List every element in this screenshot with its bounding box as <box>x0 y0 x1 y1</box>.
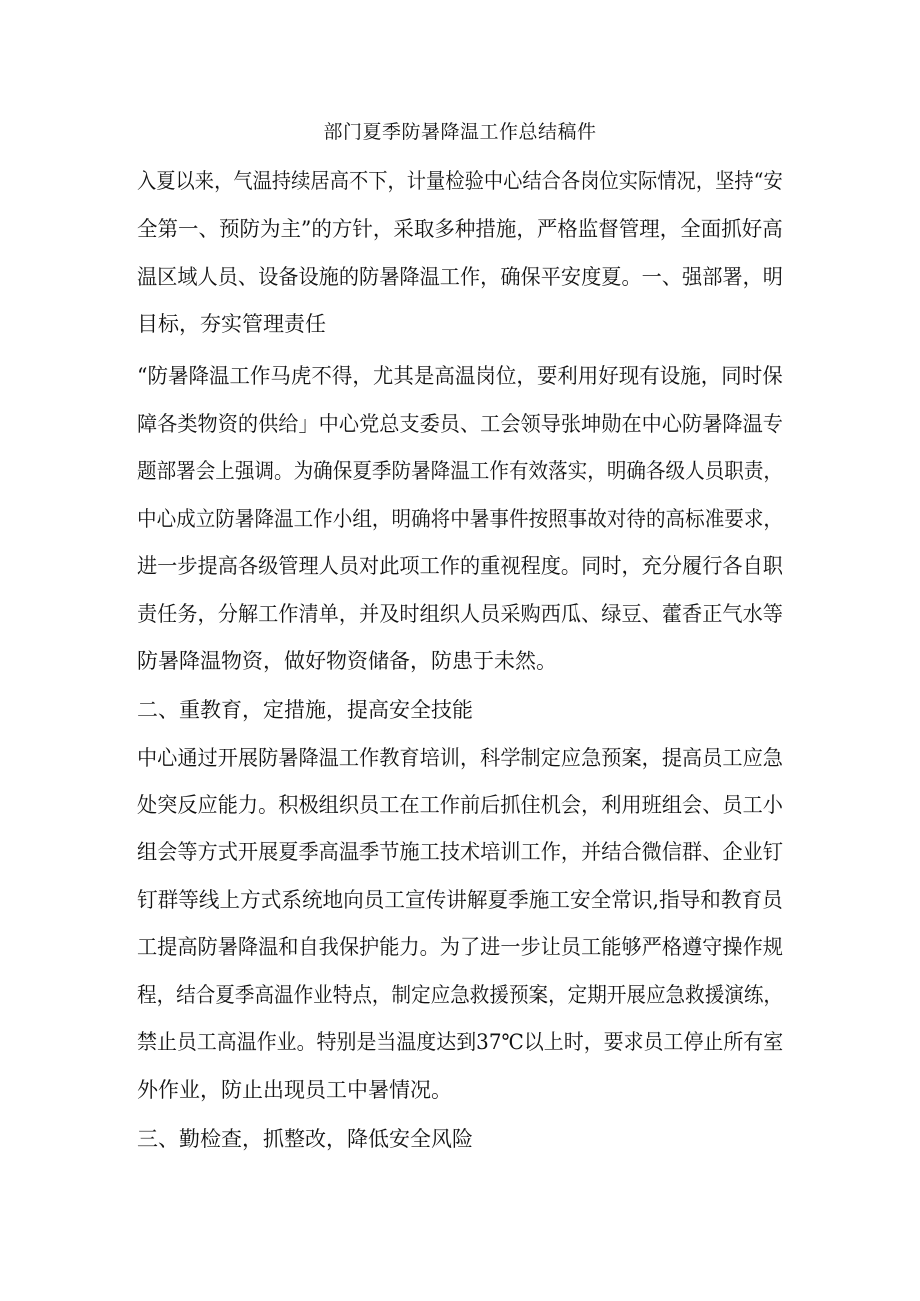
text-line: 全第一、预防为主”的方针，采取多种措施，严格监督管理，全面抓好高 <box>137 217 783 241</box>
text-line: 中心成立防暑降温工作小组，明确将中暑事件按照事故对待的高标准要求， <box>137 507 784 531</box>
text-line: 目标，夯实管理责任 <box>137 312 326 336</box>
text-line: “防暑降温工作马虎不得，尤其是高温岗位，要利用好现有设施，同时保 <box>137 364 783 388</box>
document-title: 部门夏季防暑降温工作总结稿件 <box>323 121 597 143</box>
text-line: 程，结合夏季高温作业特点，制定应急救援预案，定期开展应急救援演练， <box>137 983 784 1007</box>
text-line: 责任务，分解工作清单，并及时组织人员采购西瓜、绿豆、藿香正气水等 <box>137 602 783 626</box>
text-line: 工提高防暑降温和自我保护能力。为了进一步让员工能够严格遵守操作规 <box>137 935 783 959</box>
section-heading: 三、勤检查，抓整改，降低安全风险 <box>137 1127 473 1151</box>
text-line: 障各类物资的供给」中心党总支委员、工会领导张坤勋在中心防暑降温专 <box>137 412 783 436</box>
text-line: 题部署会上强调。为确保夏季防暑降温工作有效落实，明确各级人员职责， <box>137 459 784 483</box>
text-line: 中心通过开展防暑降温工作教育培训，科学制定应急预案，提高员工应急 <box>137 746 783 770</box>
text-line: 温区域人员、设备设施的防暑降温工作，确保平安度夏。一、强部署，明 <box>137 265 783 289</box>
text-line: 禁止员工高温作业。特别是当温度达到37℃以上时，要求员工停止所有室 <box>137 1030 784 1054</box>
text-line: 入夏以来，气温持续居高不下，计量检验中心结合各岗位实际情况，坚持“安 <box>137 169 783 193</box>
section-heading: 二、重教育，定措施，提高安全技能 <box>137 698 473 722</box>
text-line: 防暑降温物资，做好物资储备，防患于未然。 <box>137 649 557 673</box>
text-line: 外作业，防止出现员工中暑情况。 <box>137 1078 452 1102</box>
text-line: 进一步提高各级管理人员对此项工作的重视程度。同时，充分履行各自职 <box>137 554 783 578</box>
text-line: 钉群等线上方式系统地向员工宣传讲解夏季施工安全常识,指导和教育员 <box>137 888 783 912</box>
text-line: 组会等方式开展夏季高温季节施工技术培训工作，并结合微信群、企业钉 <box>137 840 783 864</box>
text-line: 处突反应能力。积极组织员工在工作前后抓住机会，利用班组会、员工小 <box>137 793 783 817</box>
